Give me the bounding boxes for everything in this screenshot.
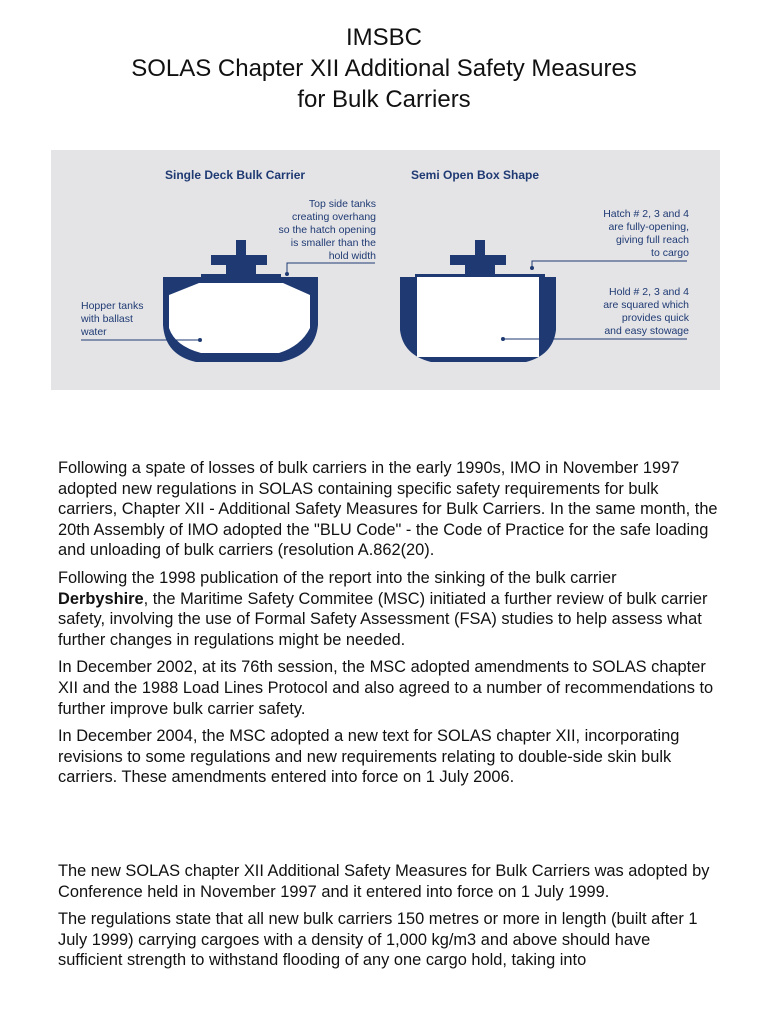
document-body — [58, 458, 718, 978]
page-title — [0, 22, 768, 115]
hatch-note-line: Hatch # 2, 3 and 4 — [603, 208, 689, 220]
hatch-note — [603, 208, 689, 259]
hold-note-line: provides quick — [621, 312, 689, 324]
paragraph-spacer — [58, 795, 718, 861]
hold-note — [603, 286, 690, 337]
hatch-note-line: to cargo — [651, 247, 689, 259]
diagram-svg — [51, 150, 720, 390]
paragraph-1: Following a spate of losses of bulk carriers in the early 1990s, IMO in November 1997 adopted new regulations in SOLAS containing specific safety requirements for bulk carriers, Chapter XII - Additional Safety Measures for Bulk Carriers. In the same month, the 20th Assembly of IMO adopted the "BLU Code" - the Code of Practice for the safe loading and unloading of bulk carriers (resolution A.862(20). — [58, 459, 718, 560]
top-side-tanks-note-line: creating overhang — [291, 211, 376, 223]
hold-note-line: Hold # 2, 3 and 4 — [609, 286, 689, 298]
paragraph-2-start: Following the 1998 publication of the report into the sinking of the bulk carrier — [58, 568, 617, 587]
top-side-tanks-leader-line — [287, 263, 375, 274]
semi-open-box-heading: Semi Open Box Shape — [411, 168, 540, 182]
hopper-tanks-note-line: Hopper tanks — [81, 300, 144, 312]
paragraph-4: In December 2004, the MSC adopted a new text for SOLAS chapter XII, incorporating revisions to some regulations and new requirements relating to double-side skin bulk carriers. These amendments entered into force on 1 July 2006. — [58, 727, 680, 787]
hatch-leader-line — [532, 261, 687, 268]
top-side-tanks-note — [279, 198, 377, 262]
hopper-tanks-note-line: with ballast — [81, 313, 133, 325]
semi-open-box-hull-illustration — [400, 240, 556, 362]
hopper-tanks-note-line: water — [81, 326, 107, 338]
paragraph-6: The regulations state that all new bulk carriers 150 metres or more in length (built after 1 July 1999) carrying cargoes with a density of 1,000 kg/m3 and above should have sufficient strength to withstand flooding of any one cargo hold, taking into — [58, 910, 698, 970]
bulk-carrier-diagram — [51, 150, 720, 390]
top-side-tanks-note-line: so the hatch opening — [278, 224, 376, 236]
paragraph-2 — [58, 568, 718, 650]
top-side-tanks-note-line: hold width — [328, 250, 376, 262]
hopper-tanks-leader-dot — [198, 338, 202, 342]
top-side-tanks-note-line: Top side tanks — [308, 198, 376, 210]
paragraph-5: The new SOLAS chapter XII Additional Safety Measures for Bulk Carriers was adopted by Conference held in November 1997 and it entered into force on 1 July 1999. — [58, 861, 710, 901]
hatch-leader-dot — [530, 266, 534, 270]
top-side-tanks-note-line: is smaller than the — [290, 237, 376, 249]
paragraph-3: In December 2002, at its 76th session, the MSC adopted amendments to SOLAS chapter XII and the 1988 Load Lines Protocol and also agreed to a number of recommendations to further improve bulk carrier safety. — [58, 658, 714, 718]
title-line-3: for Bulk Carriers — [297, 86, 471, 113]
hold-note-line: and easy stowage — [604, 325, 689, 337]
derbyshire-ship-name: Derbyshire — [58, 589, 144, 608]
hatch-note-line: giving full reach — [616, 234, 689, 246]
title-line-1: IMSBC — [345, 24, 422, 51]
top-side-tanks-leader-dot — [285, 272, 289, 276]
hatch-note-line: are fully-opening, — [608, 221, 689, 233]
hold-note-line: are squared which — [603, 299, 689, 311]
hold-leader-dot — [501, 337, 505, 341]
single-deck-heading: Single Deck Bulk Carrier — [165, 168, 306, 182]
title-line-2: SOLAS Chapter XII Additional Safety Measures — [131, 55, 637, 82]
single-deck-hull-illustration — [163, 240, 318, 362]
paragraph-2-rest: , the Maritime Safety Commitee (MSC) initiated a further review of bulk carrier safety, involving the use of Formal Safety Assessment (FSA) studies to help assess what further changes in regulations might be needed. — [58, 589, 708, 649]
hopper-tanks-note — [80, 300, 143, 338]
